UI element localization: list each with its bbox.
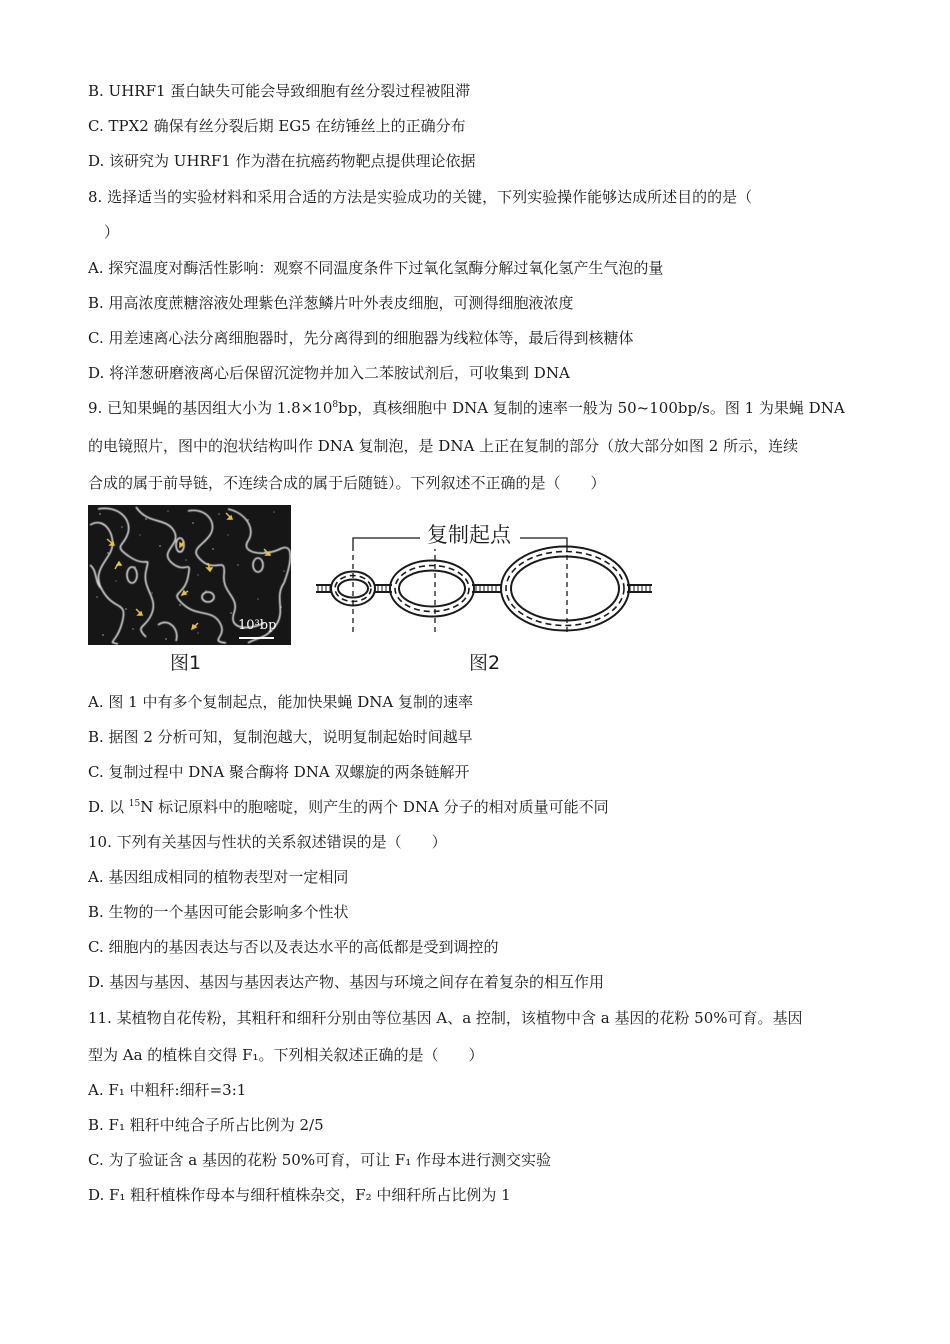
q11-option-d: D. F₁ 粗秆植株作母本与细秆植株杂交，F₂ 中细秆所占比例为 1 [88,1186,511,1204]
q8-option-d: D. 将洋葱研磨液离心后保留沉淀物并加入二苯胺试剂后，可收集到 DNA [88,364,570,382]
q9-stem-line1: 9. 已知果蝇的基因组大小为 $1.8\times 10^8bp$，真核细胞中 DNA 复制的速率一般为 50~100bp/s。图 1 为果蝇 DNA [88,399,845,417]
q9-option-b: B. 据图 2 分析可知，复制泡越大，说明复制起始时间越早 [88,728,473,746]
figure-1-scale-label: 10³bp [238,618,277,633]
q7-option-c: C. TPX2 确保有丝分裂后期 EG5 在纺锤丝上的正确分布 [88,117,466,135]
q10-option-a: A. 基因组成相同的植物表型对一定相同 [88,868,349,886]
replication-origin-label: 复制起点 [424,519,514,549]
q10-option-b: B. 生物的一个基因可能会影响多个性状 [88,903,349,921]
q8-option-b: B. 用高浓度蔗糖溶液处理紫色洋葱鳞片叶外表皮细胞，可测得细胞液浓度 [88,294,574,312]
q9-option-d: D. 以 $^{15}$N 标记原料中的胞嘧啶，则产生的两个 DNA 分子的相对质量可能不同 [88,798,609,816]
figure-1-micrograph [88,505,291,645]
q9-option-c: C. 复制过程中 DNA 聚合酶将 DNA 双螺旋的两条链解开 [88,763,470,781]
q11-option-c: C. 为了验证含 a 基因的花粉 50%可育，可让 F₁ 作母本进行测交实验 [88,1151,552,1169]
figure-2-diagram [312,512,657,637]
q9-stem-line2: 的电镜照片，图中的泡状结构叫作 DNA 复制泡，是 DNA 上正在复制的部分（放大部分如图 2 所示，连续 [88,437,799,455]
q11-option-b: B. F₁ 粗秆中纯合子所占比例为 2/5 [88,1116,324,1134]
figure-1-caption: 图1 [170,652,202,674]
q9-stem-line3: 合成的属于前导链，不连续合成的属于后随链）。下列叙述不正确的是（ ） [88,474,606,492]
q11-stem-line2: 型为 Aa 的植株自交得 F₁。下列相关叙述正确的是（ ） [88,1046,484,1064]
q10-option-d: D. 基因与基因、基因与基因表达产物、基因与环境之间存在着复杂的相互作用 [88,973,605,991]
q10-option-c: C. 细胞内的基因表达与否以及表达水平的高低都是受到调控的 [88,938,499,956]
q10-stem: 10. 下列有关基因与性状的关系叙述错误的是（ ） [88,833,447,851]
q11-option-a: A. F₁ 中粗秆:细秆=3:1 [88,1081,247,1099]
figure-2-caption: 图2 [469,652,501,674]
q8-option-a: A. 探究温度对酶活性影响：观察不同温度条件下过氧化氢酶分解过氧化氢产生气泡的量 [88,259,664,277]
q7-option-d: D. 该研究为 UHRF1 作为潜在抗癌药物靶点提供理论依据 [88,152,476,170]
q8-stem-line1: 8. 选择适当的实验材料和采用合适的方法是实验成功的关键，下列实验操作能够达成所述目的的是（ [88,188,753,206]
q11-stem-line1: 11. 某植物自花传粉，其粗秆和细秆分别由等位基因 A、a 控制，该植物中含 a 基因的花粉 50%可育。基因 [88,1009,803,1027]
q7-option-b: B. UHRF1 蛋白缺失可能会导致细胞有丝分裂过程被阻滞 [88,82,471,100]
q8-stem-line2: ） [104,223,120,241]
q8-option-c: C. 用差速离心法分离细胞器时，先分离得到的细胞器为线粒体等，最后得到核糖体 [88,329,634,347]
q9-option-a: A. 图 1 中有多个复制起点，能加快果蝇 DNA 复制的速率 [88,693,473,711]
